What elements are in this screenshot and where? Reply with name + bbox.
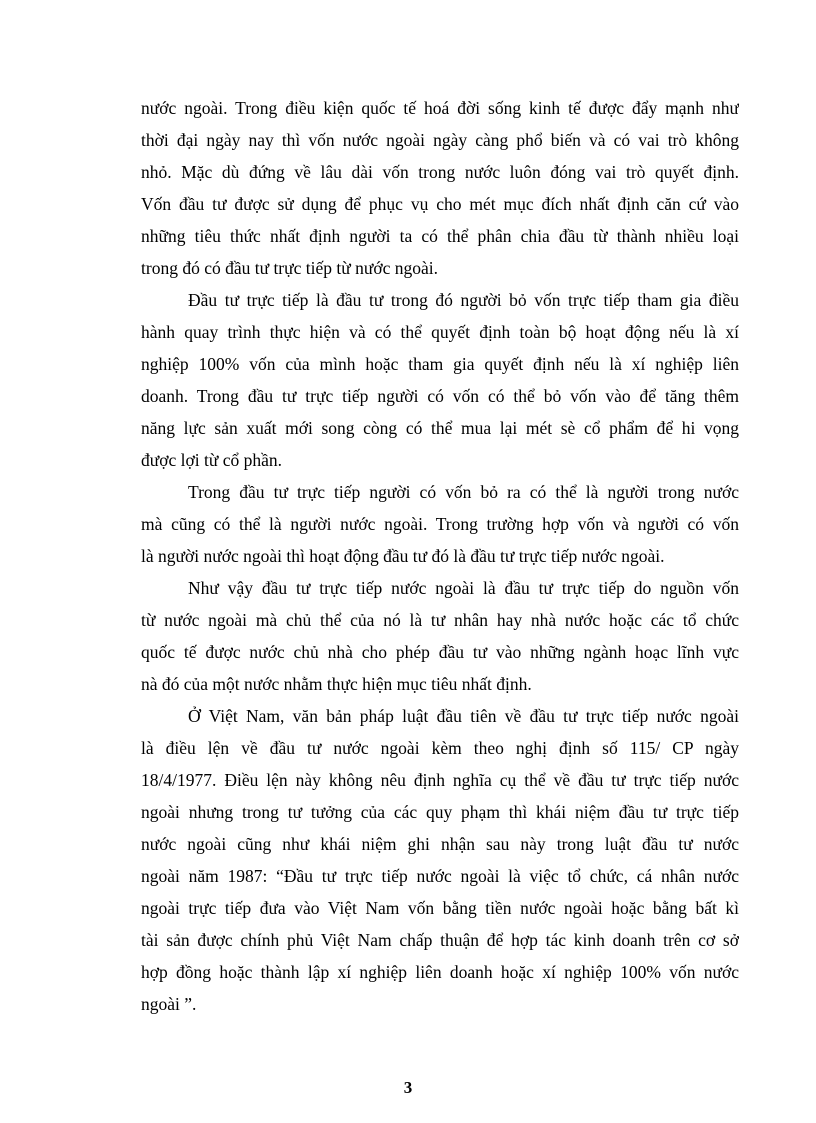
text-line: năng lực sản xuất mới song còng có thể mua lại mét sè cổ phẩm để hi vọng bbox=[141, 418, 739, 438]
text-line: nước ngoài. Trong điều kiện quốc tế hoá đời sống kinh tế được đẩy mạnh như bbox=[141, 98, 739, 118]
text-line: tài sản được chính phủ Việt Nam chấp thuận để hợp tác kinh doanh trên cơ sở bbox=[141, 930, 739, 950]
text-line: 18/4/1977. Điều lện này không nêu định nghĩa cụ thể về đầu tư trực tiếp nước bbox=[141, 770, 739, 790]
text-line: là điều lện về đầu tư nước ngoài kèm theo nghị định số 115/ CP ngày bbox=[141, 738, 739, 758]
text-line: ngoài ”. bbox=[141, 994, 197, 1014]
text-line: được lợi từ cổ phần. bbox=[141, 450, 282, 470]
text-line: những tiêu thức nhất định người ta có thể phân chia đầu từ thành nhiều loại bbox=[141, 226, 739, 246]
text-line: Vốn đầu tư được sử dụng để phục vụ cho mét mục đích nhất định căn cứ vào bbox=[141, 194, 739, 214]
page-number: 3 bbox=[403, 1078, 413, 1097]
text-line: thời đại ngày nay thì vốn nước ngoài ngày càng phổ biến và có vai trò không bbox=[141, 130, 739, 150]
text-line: quốc tế được nước chủ nhà cho phép đầu tư vào những ngành hoạc lĩnh vực bbox=[141, 642, 739, 662]
document-body bbox=[141, 92, 739, 1020]
text-line: hợp đồng hoặc thành lập xí nghiệp liên doanh hoặc xí nghiệp 100% vốn nước bbox=[141, 962, 739, 982]
text-line: nghiệp 100% vốn của mình hoặc tham gia quyết định nếu là xí nghiệp liên bbox=[141, 354, 739, 374]
text-line: nà đó của một nước nhằm thực hiện mục tiêu nhất định. bbox=[141, 674, 532, 694]
text-line: nước ngoài cũng như khái niệm ghi nhận sau này trong luật đầu tư nước bbox=[141, 834, 739, 854]
text-line: trong đó có đầu tư trực tiếp từ nước ngoài. bbox=[141, 258, 438, 278]
text-line: mà cũng có thể là người nước ngoài. Trong trường hợp vốn và người có vốn bbox=[141, 514, 739, 534]
text-line: Như vậy đầu tư trực tiếp nước ngoài là đầu tư trực tiếp do nguồn vốn bbox=[188, 578, 739, 598]
text-line: nhỏ. Mặc dù đứng về lâu dài vốn trong nước luôn đóng vai trò quyết định. bbox=[141, 162, 739, 182]
text-line: doanh. Trong đầu tư trực tiếp người có vốn có thể bỏ vốn vào để tăng thêm bbox=[141, 386, 739, 406]
text-line: hành quay trình thực hiện và có thể quyết định toàn bộ hoạt động nếu là xí bbox=[141, 322, 739, 342]
text-line: Trong đầu tư trực tiếp người có vốn bỏ ra có thể là người trong nước bbox=[188, 482, 739, 502]
text-line: Ở Việt Nam, văn bản pháp luật đầu tiên về đầu tư trực tiếp nước ngoài bbox=[188, 706, 739, 726]
text-line: ngoài năm 1987: “Đầu tư trực tiếp nước ngoài là việc tổ chức, cá nhân nước bbox=[141, 866, 739, 886]
text-line: ngoài trực tiếp đưa vào Việt Nam vốn bằng tiền nước ngoài hoặc bằng bất kì bbox=[141, 898, 739, 918]
text-line: ngoài nhưng trong tư tưởng của các quy phạm thì khái niệm đầu tư trực tiếp bbox=[141, 802, 739, 822]
text-line: Đầu tư trực tiếp là đầu tư trong đó người bỏ vốn trực tiếp tham gia điều bbox=[188, 290, 739, 310]
text-line: từ nước ngoài mà chủ thể của nó là tư nhân hay nhà nước hoặc các tổ chức bbox=[141, 610, 739, 630]
text-line: là người nước ngoài thì hoạt động đầu tư đó là đầu tư trực tiếp nước ngoài. bbox=[141, 546, 665, 566]
